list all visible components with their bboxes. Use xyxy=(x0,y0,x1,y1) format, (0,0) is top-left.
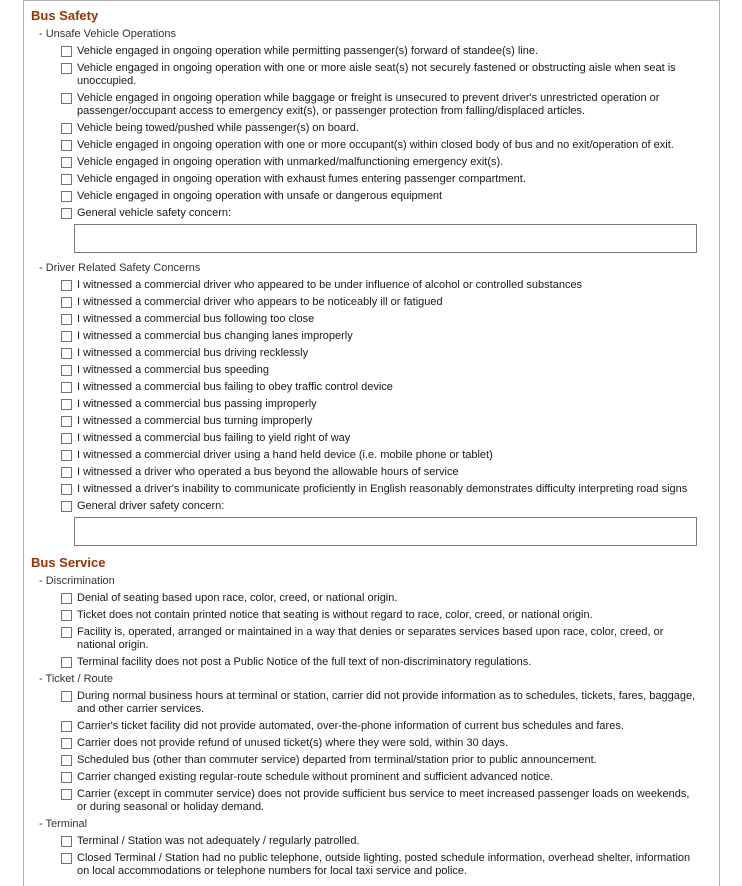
item-label: Vehicle being towed/pushed while passenger(s) on board. xyxy=(77,122,359,134)
item-checkbox[interactable] xyxy=(61,365,72,376)
item-checkbox[interactable] xyxy=(61,280,72,291)
concern-textarea[interactable] xyxy=(74,224,697,253)
item-label: I witnessed a commercial driver who appeared to be under influence of alcohol or controlled substances xyxy=(77,279,583,291)
item-checkbox[interactable] xyxy=(61,721,72,732)
item-checkbox[interactable] xyxy=(61,208,72,219)
checkbox-row xyxy=(61,788,697,814)
item-label: Vehicle engaged in ongoing operation with one or more occupant(s) within closed body of bus and no exit/operation of exit. xyxy=(77,139,674,151)
item-checkbox[interactable] xyxy=(61,755,72,766)
checkbox-row xyxy=(61,852,697,878)
item-checkbox[interactable] xyxy=(61,123,72,134)
item-checkbox[interactable] xyxy=(61,433,72,444)
subsection xyxy=(31,818,711,878)
concern-textarea[interactable] xyxy=(74,517,697,546)
item-label: Vehicle engaged in ongoing operation with unmarked/malfunctioning emergency exit(s). xyxy=(77,156,504,168)
item-label: Closed Terminal / Station had no public telephone, outside lighting, posted schedule information, overhead shelter, information on local accommodations or telephone numbers for local taxi service and police. xyxy=(77,852,691,877)
checkbox-row xyxy=(61,500,697,513)
checkbox-row xyxy=(61,156,697,169)
item-checkbox[interactable] xyxy=(61,738,72,749)
item-checkbox[interactable] xyxy=(61,174,72,185)
item-label: I witnessed a commercial bus failing to yield right of way xyxy=(77,432,351,444)
subsection-label[interactable]: - Discrimination xyxy=(39,575,115,587)
item-checkbox[interactable] xyxy=(61,691,72,702)
item-checkbox[interactable] xyxy=(61,348,72,359)
checkbox-row xyxy=(61,139,697,152)
item-checkbox[interactable] xyxy=(61,657,72,668)
item-label: I witnessed a commercial bus failing to obey traffic control device xyxy=(77,381,393,393)
checkbox-row xyxy=(61,592,697,605)
checkbox-row xyxy=(61,122,697,135)
item-label: General vehicle safety concern: xyxy=(77,207,232,219)
item-checkbox[interactable] xyxy=(61,191,72,202)
checkbox-row xyxy=(61,347,697,360)
item-label: I witnessed a commercial driver using a hand held device (i.e. mobile phone or tablet) xyxy=(77,449,493,461)
item-checkbox[interactable] xyxy=(61,46,72,57)
checkbox-row xyxy=(61,398,697,411)
subsection-label[interactable]: - Driver Related Safety Concerns xyxy=(39,262,201,274)
item-checkbox[interactable] xyxy=(61,610,72,621)
item-checkbox[interactable] xyxy=(61,836,72,847)
form-section xyxy=(31,555,711,878)
item-checkbox[interactable] xyxy=(61,467,72,478)
item-label: I witnessed a commercial driver who appears to be noticeably ill or fatigued xyxy=(77,296,443,308)
subsection-label[interactable]: - Unsafe Vehicle Operations xyxy=(39,28,176,40)
item-checkbox[interactable] xyxy=(61,484,72,495)
checkbox-row xyxy=(61,466,697,479)
subsection xyxy=(31,262,711,546)
subsection-label[interactable]: - Terminal xyxy=(39,818,88,830)
item-checkbox[interactable] xyxy=(61,450,72,461)
item-checkbox[interactable] xyxy=(61,593,72,604)
checkbox-row xyxy=(61,173,697,186)
form-section xyxy=(31,8,711,546)
checkbox-row xyxy=(61,835,697,848)
item-checkbox[interactable] xyxy=(61,331,72,342)
item-label: Carrier does not provide refund of unused ticket(s) where they were sold, within 30 days. xyxy=(77,737,509,749)
item-label: During normal business hours at terminal or station, carrier did not provide information as to schedules, tickets, fares, baggage, and other carrier services. xyxy=(77,690,696,715)
subsection xyxy=(31,673,711,814)
checkbox-row xyxy=(61,279,697,292)
item-label: Carrier changed existing regular-route schedule without prominent and sufficient advanced notice. xyxy=(77,771,554,783)
item-label: Vehicle engaged in ongoing operation with unsafe or dangerous equipment xyxy=(77,190,443,202)
checkbox-row xyxy=(61,313,697,326)
item-checkbox[interactable] xyxy=(61,382,72,393)
checkbox-row xyxy=(61,92,697,118)
checkbox-row xyxy=(61,449,697,462)
checkbox-row xyxy=(61,415,697,428)
complaint-form-panel xyxy=(23,0,720,886)
item-label: Vehicle engaged in ongoing operation with exhaust fumes entering passenger compartment. xyxy=(77,173,526,185)
item-label: I witnessed a driver's inability to communicate proficiently in English reasonably demonstrates difficulty interpreting road signs xyxy=(77,483,688,495)
item-checkbox[interactable] xyxy=(61,314,72,325)
item-checkbox[interactable] xyxy=(61,63,72,74)
item-label: Carrier (except in commuter service) does not provide sufficient bus service to meet increased passenger loads on weekends, or during seasonal or holiday demand. xyxy=(77,788,690,813)
item-label: Ticket does not contain printed notice that seating is without regard to race, color, creed, or national origin. xyxy=(77,609,593,621)
item-label: Carrier's ticket facility did not provide automated, over-the-phone information of current bus schedules and fares. xyxy=(77,720,624,732)
checkbox-row xyxy=(61,737,697,750)
section-title: Bus Service xyxy=(31,555,106,570)
checkbox-row xyxy=(61,720,697,733)
checkbox-row xyxy=(61,626,697,652)
checkbox-row xyxy=(61,190,697,203)
item-label: General driver safety concern: xyxy=(77,500,225,512)
section-title: Bus Safety xyxy=(31,8,99,23)
checkbox-row xyxy=(61,45,697,58)
item-checkbox[interactable] xyxy=(61,772,72,783)
checkbox-row xyxy=(61,381,697,394)
item-checkbox[interactable] xyxy=(61,853,72,864)
subsection xyxy=(31,28,711,253)
item-label: Vehicle engaged in ongoing operation while baggage or freight is unsecured to prevent driver's unrestricted operation or passenger/occupant access to emergency exit(s), or passenger protection from falling/displaced articles. xyxy=(77,92,660,117)
item-checkbox[interactable] xyxy=(61,789,72,800)
checkbox-row xyxy=(61,609,697,622)
item-label: Facility is, operated, arranged or maintained in a way that denies or separates services based upon race, color, creed, or national origin. xyxy=(77,626,664,651)
item-checkbox[interactable] xyxy=(61,399,72,410)
checkbox-row xyxy=(61,656,697,669)
item-checkbox[interactable] xyxy=(61,416,72,427)
checkbox-row xyxy=(61,483,697,496)
checkbox-row xyxy=(61,207,697,220)
item-checkbox[interactable] xyxy=(61,157,72,168)
item-label: I witnessed a commercial bus changing lanes improperly xyxy=(77,330,353,342)
item-checkbox[interactable] xyxy=(61,297,72,308)
item-label: I witnessed a commercial bus turning improperly xyxy=(77,415,313,427)
checkbox-row xyxy=(61,330,697,343)
checkbox-row xyxy=(61,771,697,784)
item-label: I witnessed a driver who operated a bus beyond the allowable hours of service xyxy=(77,466,459,478)
item-checkbox[interactable] xyxy=(61,140,72,151)
checkbox-row xyxy=(61,364,697,377)
checkbox-row xyxy=(61,754,697,767)
checkbox-row xyxy=(61,432,697,445)
item-checkbox[interactable] xyxy=(61,627,72,638)
item-label: I witnessed a commercial bus speeding xyxy=(77,364,269,376)
item-label: I witnessed a commercial bus following too close xyxy=(77,313,315,325)
checkbox-row xyxy=(61,62,697,88)
item-label: I witnessed a commercial bus passing improperly xyxy=(77,398,317,410)
checkbox-row xyxy=(61,690,697,716)
item-checkbox[interactable] xyxy=(61,93,72,104)
subsection xyxy=(31,575,711,669)
item-checkbox[interactable] xyxy=(61,501,72,512)
item-label: I witnessed a commercial bus driving recklessly xyxy=(77,347,309,359)
item-label: Terminal facility does not post a Public Notice of the full text of non-discriminatory regulations. xyxy=(77,656,532,668)
subsection-label[interactable]: - Ticket / Route xyxy=(39,673,113,685)
item-label: Vehicle engaged in ongoing operation with one or more aisle seat(s) not securely fastened or obstructing aisle when seat is unoccupied. xyxy=(77,62,676,87)
item-label: Scheduled bus (other than commuter service) departed from terminal/station prior to public announcement. xyxy=(77,754,597,766)
item-label: Denial of seating based upon race, color, creed, or national origin. xyxy=(77,592,398,604)
item-label: Vehicle engaged in ongoing operation while permitting passenger(s) forward of standee(s) line. xyxy=(77,45,539,57)
checkbox-row xyxy=(61,296,697,309)
item-label: Terminal / Station was not adequately / regularly patrolled. xyxy=(77,835,360,847)
